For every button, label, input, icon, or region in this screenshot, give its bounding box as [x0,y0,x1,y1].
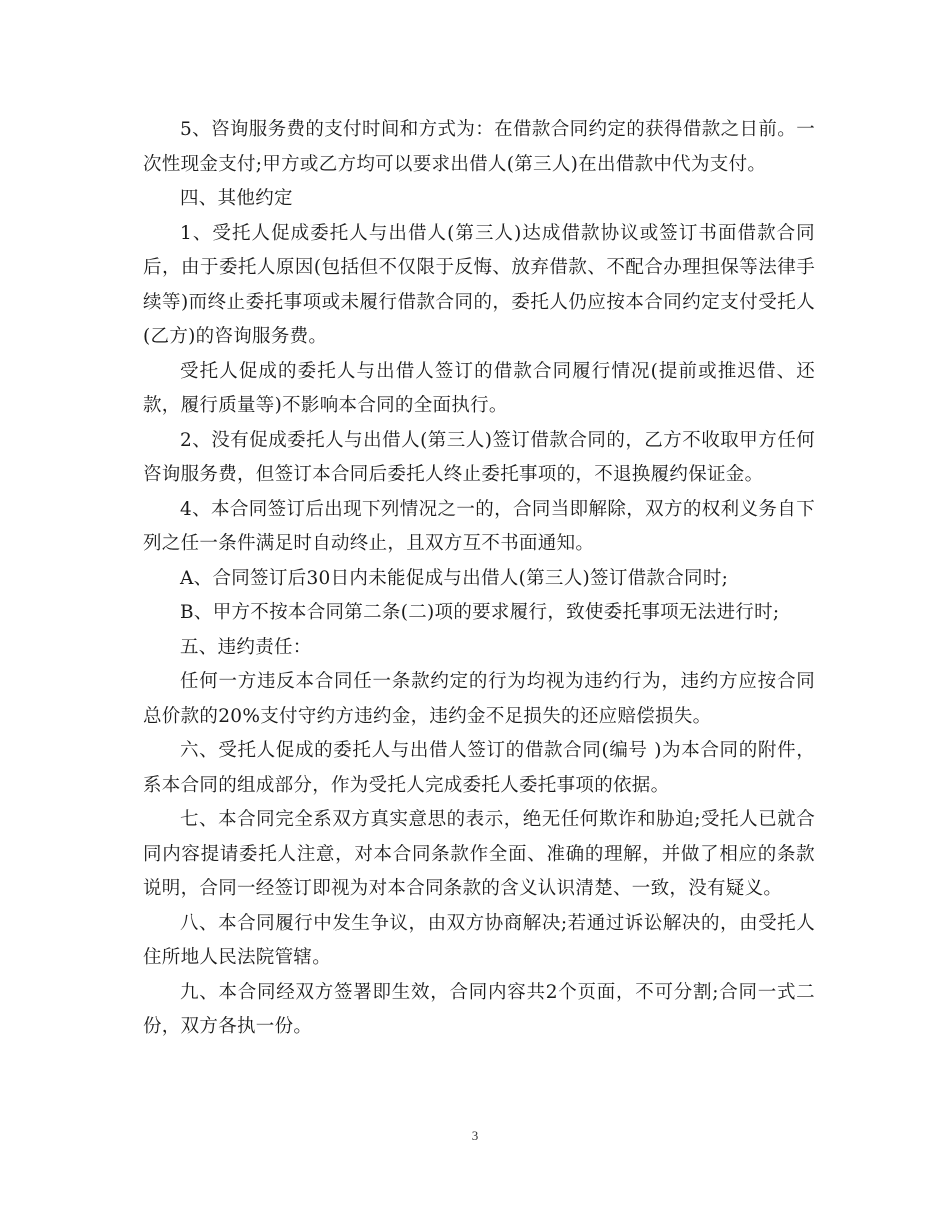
paragraph-contract-performance: 受托人促成的委托人与出借人签订的借款合同履行情况(提前或推迟借、还款，履行质量等)不影响本合同的全面执行。 [143,360,815,416]
paragraph-clause-1: 1、受托人促成委托人与出借人(第三人)达成借款协议或签订书面借款合同后，由于委托人原因(包括但不仅限于反悔、放弃借款、不配合办理担保等法律手续等)而终止委托事项或未履行借款合同的，委托人仍应按本合同约定支付受托人(乙方)的咨询服务费。 [143,222,815,347]
paragraph-section-8: 八、本合同履行中发生争议，由双方协商解决;若通过诉讼解决的，由受托人住所地人民法院管辖。 [143,912,815,968]
paragraph-liability: 任何一方违反本合同任一条款约定的行为均视为违约行为，违约方应按合同总价款的20%支付守约方违约金，违约金不足损失的还应赔偿损失。 [143,671,815,727]
paragraph-clause-2: 2、没有促成委托人与出借人(第三人)签订借款合同的，乙方不收取甲方任何咨询服务费，但签订本合同后委托人终止委托事项的，不退换履约保证金。 [143,429,815,485]
paragraph-clause-4: 4、本合同签订后出现下列情况之一的，合同当即解除，双方的权利义务自下列之任一条件满足时自动终止，且双方互不书面通知。 [143,498,815,554]
section-heading-liability: 五、违约责任： [180,636,312,658]
document-body [143,113,815,1045]
paragraph-payment-terms: 5、咨询服务费的支付时间和方式为：在借款合同约定的获得借款之日前。一次性现金支付;甲方或乙方均可以要求出借人(第三人)在出借款中代为支付。 [143,119,815,175]
paragraph-condition-a: A、合同签订后30日内未能促成与出借人(第三人)签订借款合同时; [180,567,729,589]
paragraph-condition-b: B、甲方不按本合同第二条(二)项的要求履行，致使委托事项无法进行时; [180,602,780,623]
page-number: 3 [471,1128,479,1143]
section-heading-other-agreements: 四、其他约定 [180,188,293,209]
paragraph-section-9: 九、本合同经双方签署即生效，合同内容共2个页面，不可分割;合同一式二份，双方各执一份。 [143,981,815,1037]
paragraph-section-6: 六、受托人促成的委托人与出借人签订的借款合同(编号 )为本合同的附件，系本合同的组成部分，作为受托人完成委托人委托事项的依据。 [143,740,815,796]
paragraph-section-7: 七、本合同完全系双方真实意思的表示，绝无任何欺诈和胁迫;受托人已就合同内容提请委托人注意，对本合同条款作全面、准确的理解，并做了相应的条款说明，合同一经签订即视为对本合同条款的含义认识清楚、一致，没有疑义。 [143,809,815,899]
